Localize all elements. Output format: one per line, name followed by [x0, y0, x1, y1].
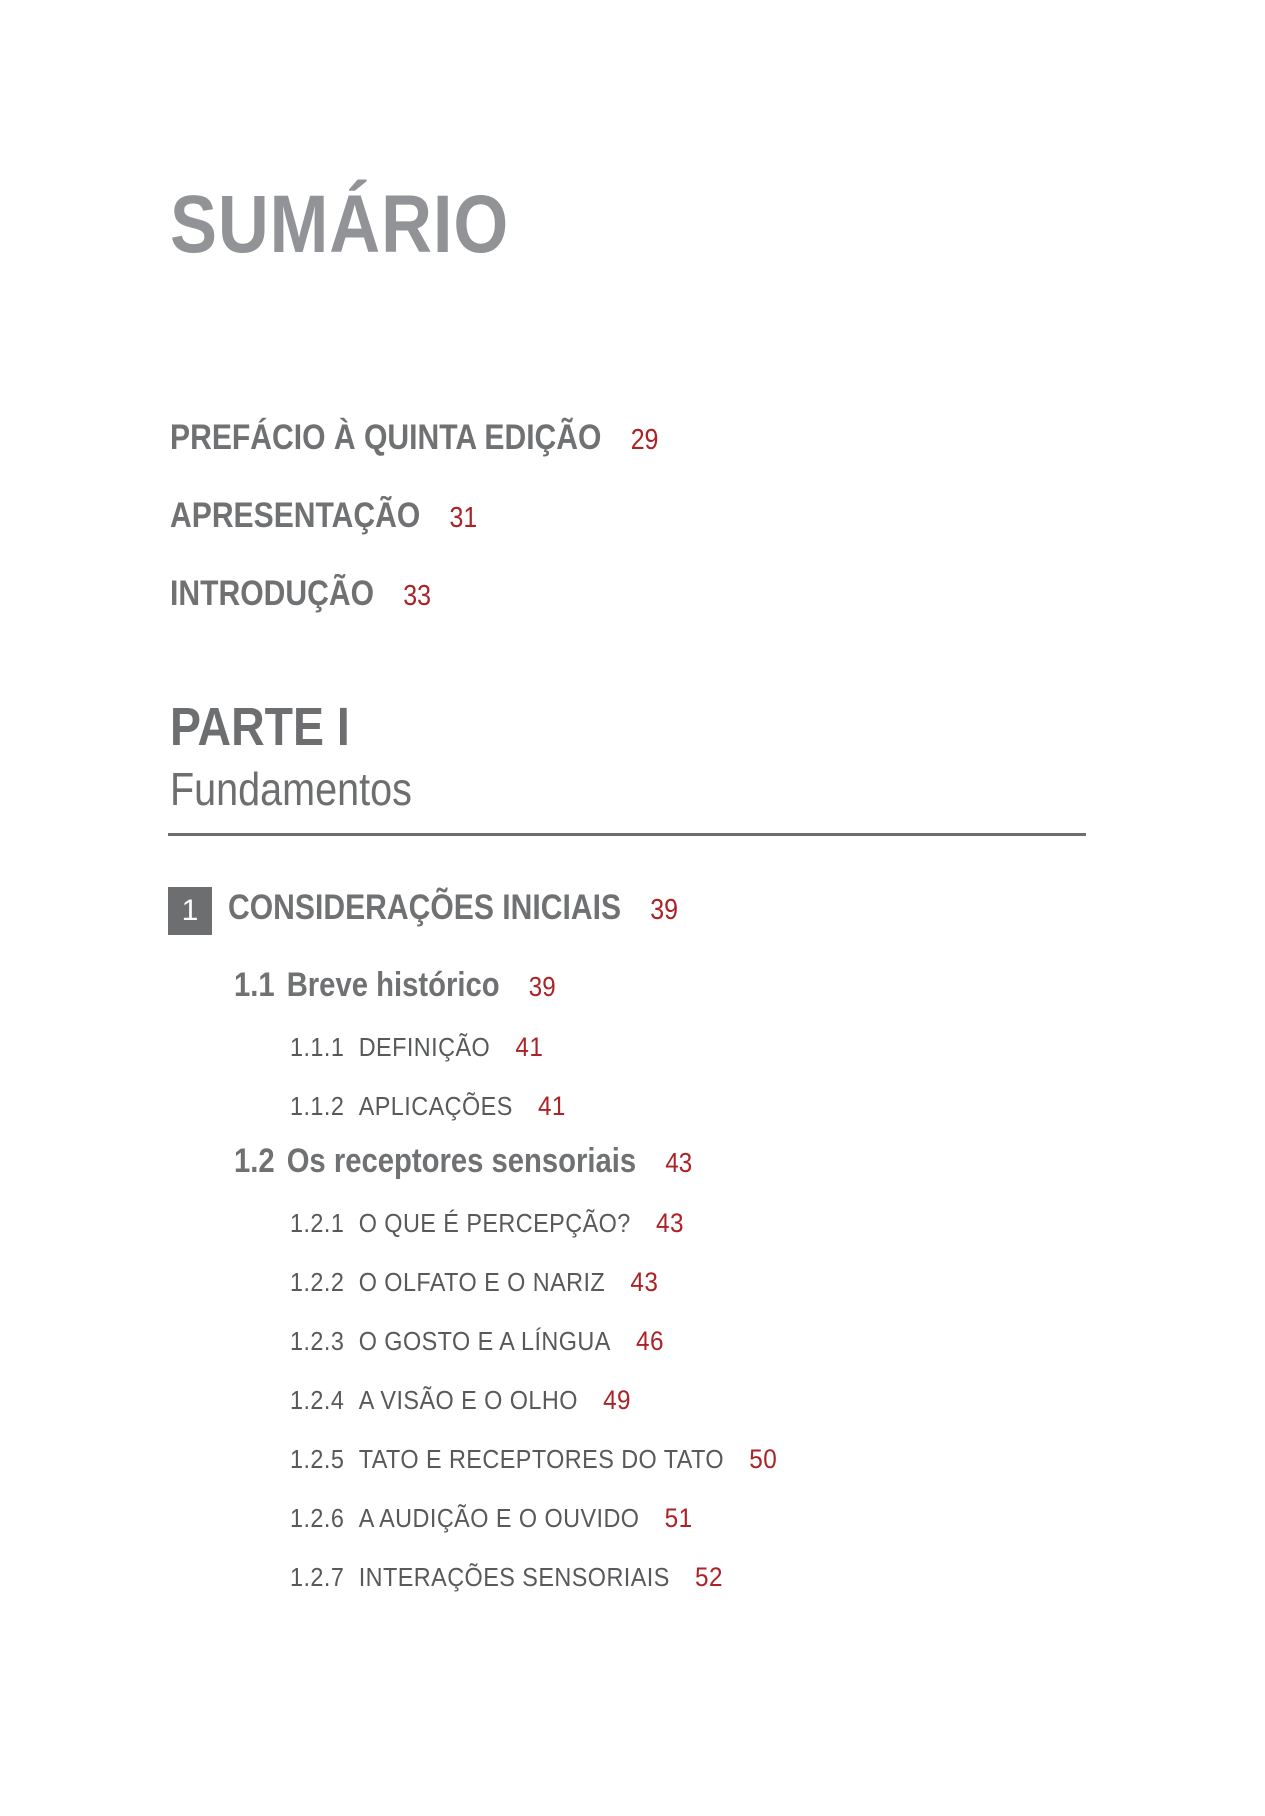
toc-page-number: 29 [630, 424, 659, 456]
toc-subsection-1-2-3[interactable] [290, 1326, 664, 1357]
page-title: SUMÁRIO [170, 179, 510, 270]
toc-page-number: 31 [449, 502, 478, 534]
subsection-label: O QUE É PERCEPÇÃO? [358, 1208, 631, 1238]
toc-page-number: 49 [603, 1385, 632, 1415]
toc-entry-label: PREFÁCIO À QUINTA EDIÇÃO [170, 418, 602, 457]
subsection-number: 1.2.4 [290, 1385, 345, 1415]
subsection-number: 1.2.1 [290, 1208, 345, 1238]
toc-section-1-1[interactable] [234, 966, 556, 1005]
toc-page-number: 43 [630, 1267, 659, 1297]
subsection-label: A VISÃO E O OLHO [358, 1385, 578, 1415]
toc-subsection-1-2-7[interactable] [290, 1562, 723, 1593]
part-subtitle: Fundamentos [170, 763, 412, 815]
chapter-label: CONSIDERAÇÕES INICIAIS [228, 888, 622, 927]
toc-subsection-1-1-1[interactable] [290, 1032, 543, 1063]
toc-page-number: 41 [537, 1091, 566, 1121]
toc-subsection-1-2-6[interactable] [290, 1503, 693, 1534]
toc-page-number: 46 [636, 1326, 664, 1356]
toc-subsection-1-2-2[interactable] [290, 1267, 658, 1298]
chapter-number-badge: 1 [168, 887, 212, 935]
subsection-number: 1.2.5 [290, 1444, 345, 1474]
toc-page-number: 39 [528, 971, 556, 1002]
toc-subsection-1-2-1[interactable] [290, 1208, 684, 1239]
subsection-label: O OLFATO E O NARIZ [358, 1267, 606, 1297]
subsection-number: 1.1.2 [290, 1091, 345, 1121]
toc-page-number: 43 [665, 1147, 693, 1178]
subsection-number: 1.2.3 [290, 1326, 345, 1356]
toc-entry-introducao[interactable] [170, 574, 431, 614]
toc-page-number: 50 [749, 1444, 778, 1474]
section-label: Os receptores sensoriais [286, 1142, 637, 1180]
toc-page-number: 39 [650, 894, 679, 926]
toc-chapter-1[interactable] [228, 888, 678, 928]
part-title: PARTE I [170, 697, 350, 757]
toc-page-number: 41 [515, 1032, 544, 1062]
subsection-label: DEFINIÇÃO [358, 1032, 491, 1062]
toc-entry-apresentacao[interactable] [170, 496, 477, 536]
toc-page-number: 52 [695, 1562, 723, 1592]
subsection-label: APLICAÇÕES [358, 1091, 513, 1121]
subsection-label: INTERAÇÕES SENSORIAIS [358, 1562, 670, 1592]
toc-entry-label: INTRODUÇÃO [170, 574, 375, 613]
toc-subsection-1-1-2[interactable] [290, 1091, 566, 1122]
toc-entry-label: APRESENTAÇÃO [170, 496, 421, 535]
subsection-label: A AUDIÇÃO E O OUVIDO [358, 1503, 640, 1533]
part-divider [168, 833, 1086, 836]
subsection-number: 1.1.1 [290, 1032, 345, 1062]
section-number: 1.2 [234, 1142, 275, 1180]
toc-subsection-1-2-5[interactable] [290, 1444, 777, 1475]
section-number: 1.1 [234, 966, 275, 1004]
subsection-number: 1.2.2 [290, 1267, 345, 1297]
toc-entry-prefacio[interactable] [170, 418, 658, 458]
section-label: Breve histórico [286, 966, 500, 1004]
toc-section-1-2[interactable] [234, 1142, 692, 1181]
toc-page-number: 51 [664, 1503, 693, 1533]
subsection-number: 1.2.6 [290, 1503, 345, 1533]
toc-page-number: 43 [655, 1208, 684, 1238]
subsection-number: 1.2.7 [290, 1562, 345, 1592]
subsection-label: O GOSTO E A LÍNGUA [358, 1326, 611, 1356]
toc-subsection-1-2-4[interactable] [290, 1385, 631, 1416]
toc-page-number: 33 [403, 580, 431, 612]
subsection-label: TATO E RECEPTORES DO TATO [358, 1444, 725, 1474]
